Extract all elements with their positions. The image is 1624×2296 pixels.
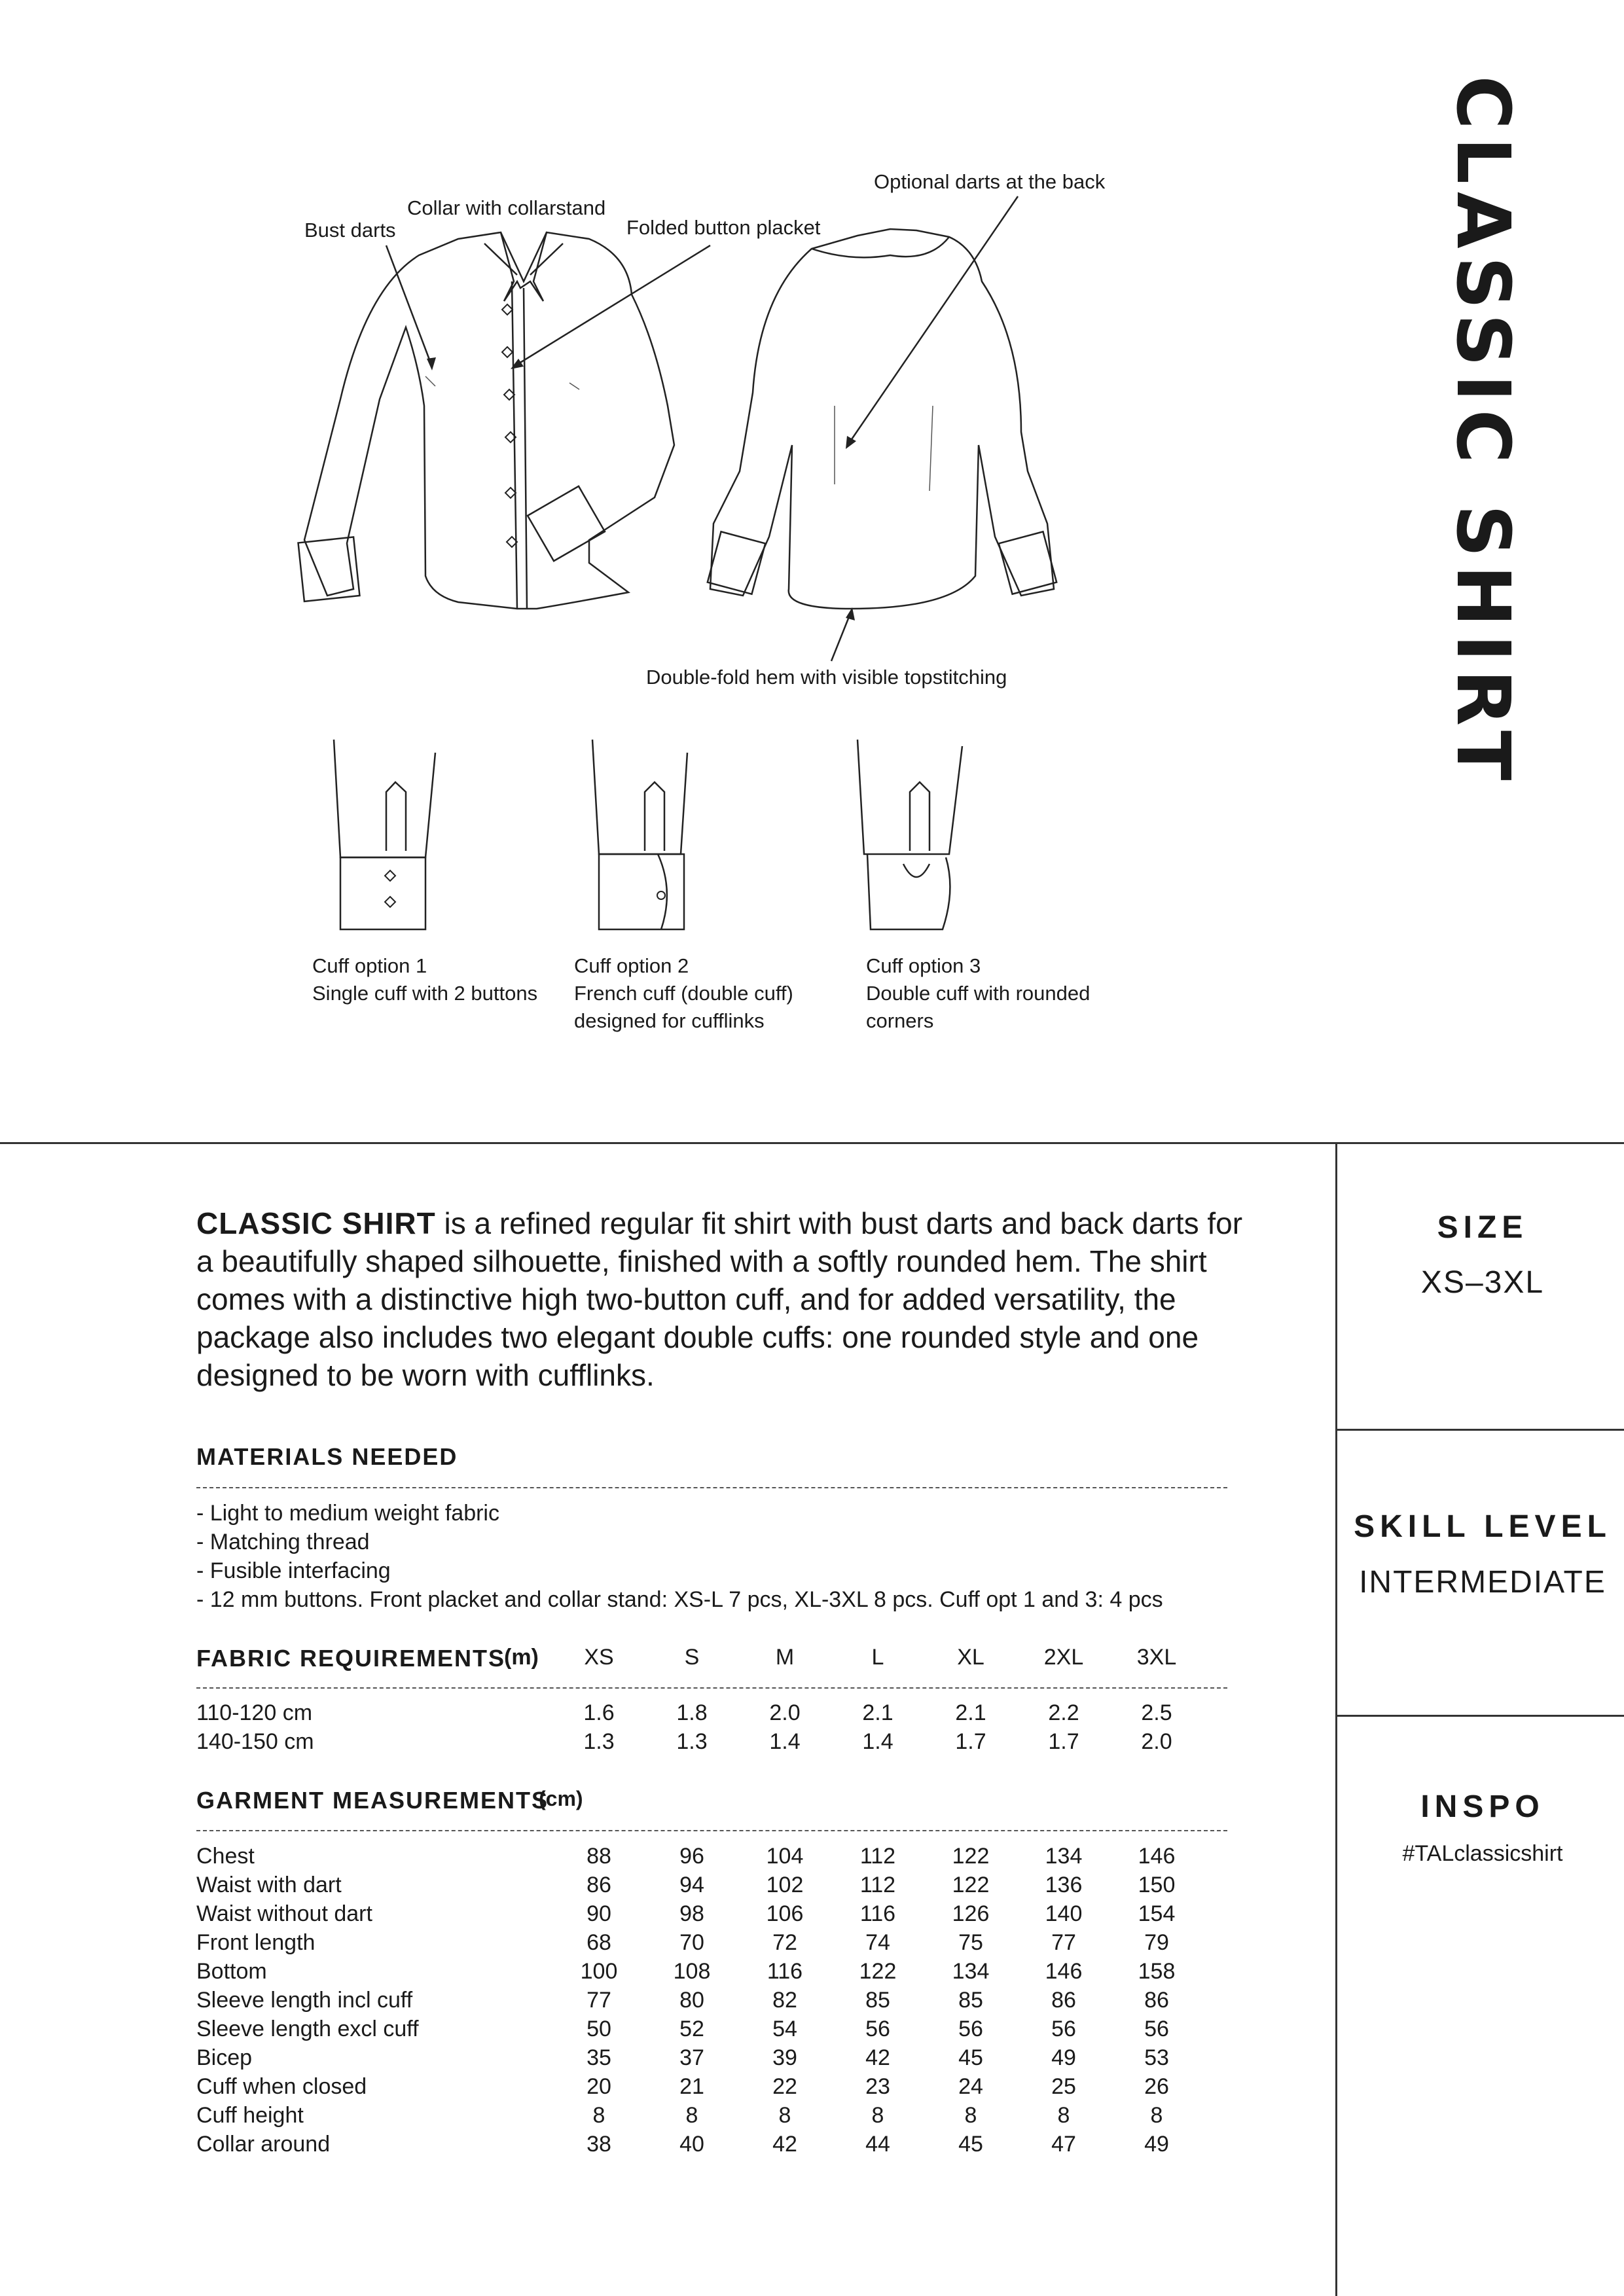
table-cell: 23 (865, 2074, 890, 2099)
size-col-header: S (684, 1645, 700, 1670)
fabric-heading: FABRIC REQUIREMENTS (196, 1645, 506, 1672)
cuff-caption-1 (312, 952, 537, 1007)
table-cell: 112 (859, 1873, 896, 1897)
table-cell: 21 (679, 2074, 704, 2099)
table-row (196, 1844, 1244, 1873)
table-cell: 35 (586, 2045, 611, 2070)
table-cell: 154 (1138, 1901, 1176, 1926)
table-cell: 42 (865, 2045, 890, 2070)
table-row (196, 1873, 1244, 1901)
cuff-caption-2-desc: French cuff (double cuff) (574, 982, 793, 1005)
table-cell: 86 (1144, 1988, 1169, 2013)
cuff-caption-3-desc: Double cuff with rounded (866, 982, 1091, 1005)
description (196, 1204, 1244, 1394)
table-cell: 94 (679, 1873, 704, 1897)
table-cell: 88 (586, 1844, 611, 1869)
row-label: Bicep (196, 2045, 253, 2070)
page-title: CLASSIC SHIRT (1440, 75, 1525, 789)
description-text: is a refined regular fit shirt with bust darts and back darts for a beautifully shaped silhouette, finished with a softly rounded hem. The shirt comes with a distinctive high two-button cuff, and for added versatility, the package also includes two elegant double cuffs: one rounded style and one designed to be worn with cufflinks. (196, 1206, 1243, 1392)
table-cell: 75 (958, 1930, 983, 1955)
table-cell: 8 (871, 2103, 884, 2128)
table-cell: 1.3 (583, 1729, 615, 1754)
table-cell: 90 (586, 1901, 611, 1926)
table-row (196, 2132, 1244, 2161)
sidebar-divider-1 (1335, 1429, 1624, 1431)
table-cell: 8 (1150, 2103, 1163, 2128)
size-col-header: 3XL (1136, 1645, 1177, 1670)
arrowhead-bust-darts (427, 357, 436, 370)
description-lead: CLASSIC SHIRT (196, 1206, 436, 1240)
cuff-caption-1-title: Cuff option 1 (312, 954, 427, 977)
table-row (196, 1700, 1244, 1729)
row-label: Chest (196, 1844, 255, 1869)
table-cell: 39 (772, 2045, 797, 2070)
table-cell: 106 (766, 1901, 804, 1926)
table-cell: 140 (1045, 1901, 1083, 1926)
garment-heading: GARMENT MEASUREMENTS (196, 1787, 549, 1814)
materials-heading: MATERIALS NEEDED (196, 1443, 458, 1470)
table-cell: 56 (1051, 2017, 1076, 2041)
table-cell: 104 (766, 1844, 804, 1869)
table-cell: 85 (865, 1988, 890, 2013)
cuff-caption-2 (574, 952, 793, 1035)
size-value: XS–3XL (1420, 1265, 1545, 1300)
row-label: Collar around (196, 2132, 331, 2157)
row-label: Bottom (196, 1959, 267, 1984)
inspo-label: INSPO (1420, 1789, 1545, 1824)
material-item: - 12 mm buttons. Front placket and collar stand: XS-L 7 pcs, XL-3XL 8 pcs. Cuff opt 1 and 3: 4 pcs (196, 1587, 1163, 1612)
inspo-hashtag: #TALclassicshirt (1402, 1841, 1563, 1866)
table-cell: 47 (1051, 2132, 1076, 2157)
table-cell: 22 (772, 2074, 797, 2099)
garment-divider (196, 1830, 1227, 1831)
fabric-divider (196, 1687, 1227, 1689)
table-cell: 96 (679, 1844, 704, 1869)
table-cell: 40 (679, 2132, 704, 2157)
row-label: 140-150 cm (196, 1729, 314, 1754)
table-cell: 112 (859, 1844, 896, 1869)
cuff-option-2-illustration (592, 740, 687, 929)
table-cell: 2.0 (1141, 1729, 1172, 1754)
callout-back-darts: Optional darts at the back (874, 170, 1106, 193)
cuff-option-1-illustration (334, 740, 435, 929)
cuff-caption-3-desc2: corners (866, 1009, 934, 1032)
callout-collar: Collar with collarstand (407, 196, 606, 219)
table-row (196, 1959, 1244, 1988)
size-col-header: XS (584, 1645, 614, 1670)
table-cell: 45 (958, 2132, 983, 2157)
row-label: Waist without dart (196, 1901, 372, 1926)
materials-divider (196, 1487, 1227, 1488)
table-cell: 82 (772, 1988, 797, 2013)
size-col-header: L (871, 1645, 884, 1670)
table-cell: 8 (685, 2103, 698, 2128)
fabric-unit: (m) (504, 1645, 539, 1670)
table-cell: 80 (679, 1988, 704, 2013)
table-cell: 77 (586, 1988, 611, 2013)
row-label: Cuff height (196, 2103, 304, 2128)
fabric-header-row (196, 1645, 1244, 1674)
table-cell: 56 (1144, 2017, 1169, 2041)
table-cell: 26 (1144, 2074, 1169, 2099)
table-cell: 44 (865, 2132, 890, 2157)
table-cell: 8 (592, 2103, 605, 2128)
table-cell: 1.8 (676, 1700, 708, 1725)
table-cell: 100 (580, 1959, 618, 1984)
sidebar-divider-2 (1335, 1715, 1624, 1717)
table-cell: 1.3 (676, 1729, 708, 1754)
table-row (196, 2017, 1244, 2045)
table-cell: 37 (679, 2045, 704, 2070)
table-cell: 8 (1057, 2103, 1070, 2128)
table-cell: 2.1 (862, 1700, 893, 1725)
skill-level-label: SKILL LEVEL (1354, 1509, 1612, 1544)
shirt-technical-drawing (0, 0, 1335, 1113)
cuff-caption-3-title: Cuff option 3 (866, 954, 981, 977)
cuff-caption-1-desc: Single cuff with 2 buttons (312, 982, 538, 1005)
table-cell: 1.7 (1048, 1729, 1079, 1754)
table-cell: 49 (1144, 2132, 1169, 2157)
table-cell: 50 (586, 2017, 611, 2041)
table-cell: 45 (958, 2045, 983, 2070)
table-row (196, 1901, 1244, 1930)
table-cell: 72 (772, 1930, 797, 1955)
row-label: Waist with dart (196, 1873, 342, 1897)
table-cell: 86 (1051, 1988, 1076, 2013)
table-cell: 25 (1051, 2074, 1076, 2099)
materials-list (196, 1499, 1163, 1614)
table-cell: 77 (1051, 1930, 1076, 1955)
table-row (196, 1930, 1244, 1959)
size-col-header: M (775, 1645, 795, 1670)
table-row (196, 1988, 1244, 2017)
arrowhead-back-darts (846, 436, 856, 449)
row-label: Sleeve length incl cuff (196, 1988, 413, 2013)
table-cell: 102 (766, 1873, 804, 1897)
table-cell: 56 (958, 2017, 983, 2041)
skill-level-value: INTERMEDIATE (1359, 1565, 1606, 1600)
table-row (196, 2074, 1244, 2103)
cuff-caption-3 (866, 952, 1090, 1035)
row-label: Sleeve length excl cuff (196, 2017, 419, 2041)
table-cell: 52 (679, 2017, 704, 2041)
table-cell: 20 (586, 2074, 611, 2099)
table-cell: 146 (1045, 1959, 1083, 1984)
callout-placket: Folded button placket (626, 216, 821, 239)
table-row (196, 2045, 1244, 2074)
cuff-caption-2-desc2: designed for cufflinks (574, 1009, 765, 1032)
arrow-hem (831, 612, 851, 661)
size-col-header: XL (957, 1645, 984, 1670)
sidebar-divider (1335, 1142, 1337, 2296)
table-cell: 108 (673, 1959, 711, 1984)
table-cell: 150 (1138, 1873, 1176, 1897)
callout-bust-darts: Bust darts (304, 219, 396, 242)
table-cell: 68 (586, 1930, 611, 1955)
table-cell: 8 (778, 2103, 791, 2128)
table-cell: 70 (679, 1930, 704, 1955)
table-cell: 134 (952, 1959, 990, 1984)
table-cell: 74 (865, 1930, 890, 1955)
table-cell: 136 (1045, 1873, 1083, 1897)
row-label: Cuff when closed (196, 2074, 367, 2099)
table-cell: 56 (865, 2017, 890, 2041)
table-cell: 2.5 (1141, 1700, 1172, 1725)
size-col-header: 2XL (1043, 1645, 1084, 1670)
row-label: Front length (196, 1930, 316, 1955)
page-title-container (1407, 75, 1558, 789)
table-cell: 1.4 (769, 1729, 801, 1754)
table-cell: 146 (1138, 1844, 1176, 1869)
table-cell: 54 (772, 2017, 797, 2041)
back-shirt-illustration (708, 229, 1056, 609)
table-cell: 158 (1138, 1959, 1176, 1984)
arrow-placket (514, 245, 710, 367)
table-cell: 122 (952, 1844, 990, 1869)
front-shirt-illustration (298, 232, 674, 609)
table-cell: 2.0 (769, 1700, 801, 1725)
table-cell: 53 (1144, 2045, 1169, 2070)
size-label: SIZE (1437, 1210, 1528, 1245)
table-cell: 116 (767, 1959, 803, 1984)
table-cell: 2.1 (955, 1700, 986, 1725)
cuff-option-3-illustration (857, 740, 962, 929)
cuff-caption-2-title: Cuff option 2 (574, 954, 689, 977)
table-cell: 2.2 (1048, 1700, 1079, 1725)
table-cell: 1.4 (862, 1729, 893, 1754)
table-cell: 85 (958, 1988, 983, 2013)
table-cell: 86 (586, 1873, 611, 1897)
garment-header-row (196, 1787, 1244, 1816)
table-cell: 122 (952, 1873, 990, 1897)
table-cell: 122 (859, 1959, 897, 1984)
table-cell: 38 (586, 2132, 611, 2157)
table-cell: 49 (1051, 2045, 1076, 2070)
table-cell: 134 (1045, 1844, 1083, 1869)
row-label: 110-120 cm (196, 1700, 313, 1725)
callout-arrows (386, 196, 1018, 661)
material-item: - Matching thread (196, 1530, 370, 1554)
table-row (196, 1729, 1244, 1758)
table-cell: 24 (958, 2074, 983, 2099)
garment-unit: (cm) (539, 1787, 583, 1810)
table-cell: 126 (952, 1901, 990, 1926)
table-cell: 98 (679, 1901, 704, 1926)
table-cell: 1.7 (955, 1729, 986, 1754)
material-item: - Fusible interfacing (196, 1558, 391, 1583)
table-cell: 116 (859, 1901, 896, 1926)
material-item: - Light to medium weight fabric (196, 1501, 499, 1526)
table-cell: 8 (964, 2103, 977, 2128)
table-cell: 79 (1144, 1930, 1169, 1955)
table-row (196, 2103, 1244, 2132)
main-divider (0, 1142, 1624, 1144)
table-cell: 42 (772, 2132, 797, 2157)
arrow-bust-darts (386, 245, 432, 367)
callout-hem: Double-fold hem with visible topstitching (646, 666, 1007, 689)
table-cell: 1.6 (583, 1700, 615, 1725)
